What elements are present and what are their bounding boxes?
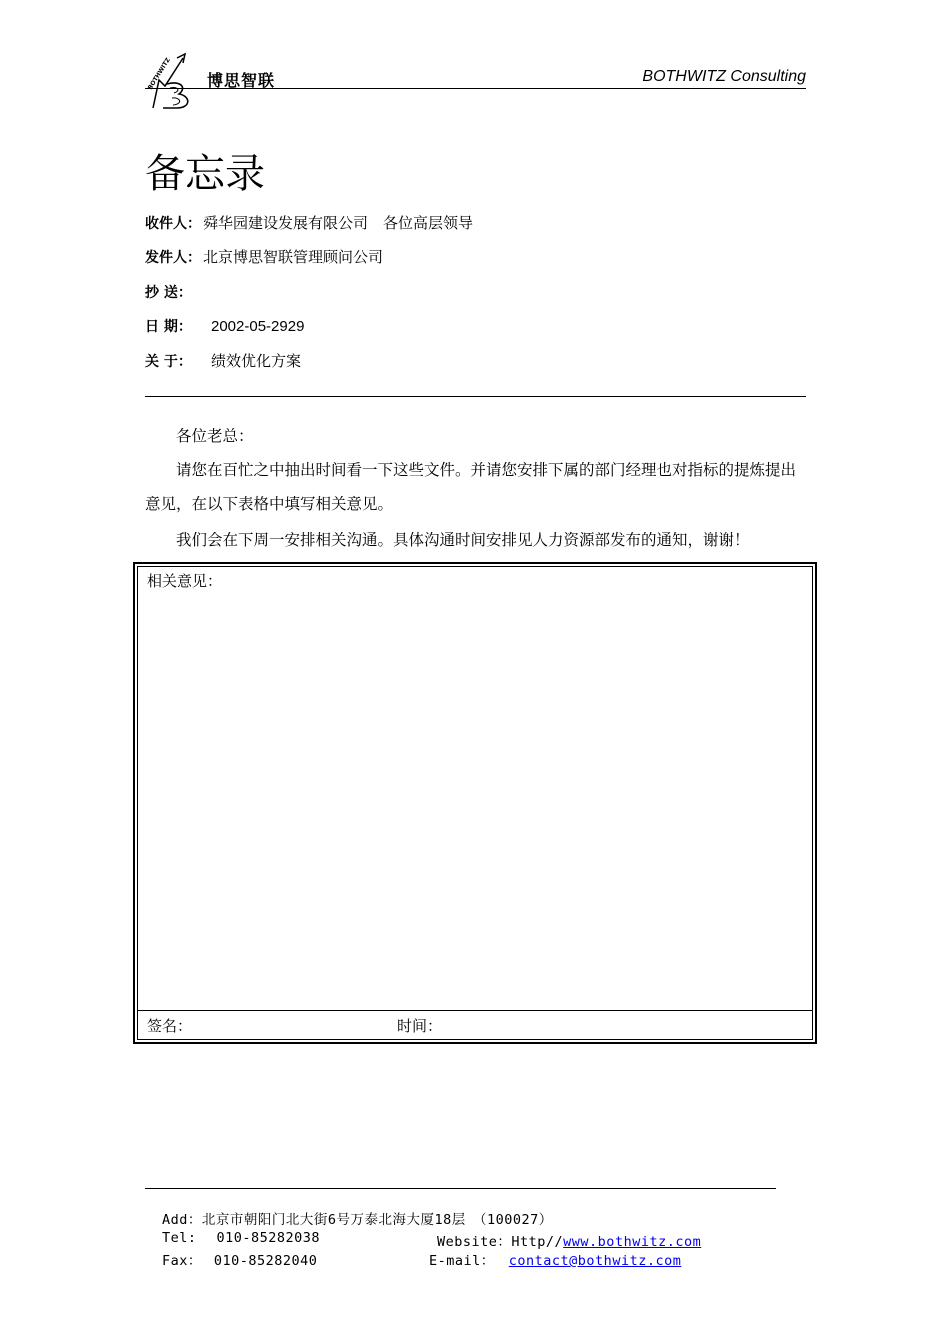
subject-value: 绩效优化方案 [211, 352, 302, 370]
opinion-form-inner [137, 566, 813, 1040]
logo-mark-text: BOTHWITZ [146, 56, 172, 92]
sender-value: 北京博思智联管理顾问公司 [203, 248, 384, 266]
subject-label: 关 于： [145, 354, 192, 370]
section-divider [145, 396, 806, 397]
date-value: 2002-05-2929 [211, 318, 305, 335]
sender-label: 发件人： [145, 250, 201, 266]
cc-row [145, 281, 194, 303]
opinion-form [133, 562, 817, 1044]
tel-label: Tel: [162, 1230, 197, 1246]
tel-value: 010-85282038 [216, 1230, 321, 1246]
time-label: 时间： [397, 1017, 443, 1035]
signature-label: 签名： [147, 1017, 193, 1035]
subject-row [145, 350, 301, 372]
header-rule [145, 88, 806, 89]
footer-tel-row [162, 1230, 320, 1246]
body-paragraph-2: 我们会在下周一安排相关沟通。具体沟通时间安排见人力资源部发布的通知，谢谢！ [176, 531, 750, 549]
footer-email-row [429, 1249, 681, 1269]
website-link[interactable]: www.bothwitz.com [563, 1234, 702, 1250]
cc-label: 抄 送： [145, 285, 192, 301]
opinion-form-divider [138, 1010, 812, 1011]
date-row [145, 315, 304, 337]
body-paragraph-1: 请您在百忙之中抽出时间看一下这些文件。并请您安排下属的部门经理也对指标的提炼提出意见，在以下表格中填写相关意见。 [145, 461, 797, 513]
recipient-value: 舜华园建设发展有限公司 各位高层领导 [203, 214, 474, 232]
sender-row [145, 246, 383, 268]
footer-rule [145, 1188, 776, 1189]
date-label: 日 期： [145, 319, 192, 335]
fax-value: 010-85282040 [213, 1253, 318, 1269]
footer-website-row [437, 1230, 701, 1250]
recipient-row [145, 212, 473, 234]
email-label: E-mail： [429, 1253, 495, 1269]
company-logo [143, 50, 201, 112]
recipient-label: 收件人： [145, 216, 201, 232]
email-link[interactable]: contact@bothwitz.com [508, 1253, 682, 1269]
footer-address: Add：北京市朝阳门北大街6号万泰北海大厦18层 （100027） [162, 1212, 553, 1228]
footer-fax-row [162, 1249, 317, 1269]
opinion-label: 相关意见： [147, 572, 223, 590]
logo-text: 博思智联 [207, 71, 276, 90]
fax-label: Fax： [162, 1253, 202, 1269]
memo-title: 备忘录 [145, 151, 265, 197]
salutation: 各位老总： [176, 427, 254, 445]
company-english-name: BOTHWITZ Consulting [642, 68, 806, 85]
website-label: Website：Http// [437, 1234, 564, 1250]
